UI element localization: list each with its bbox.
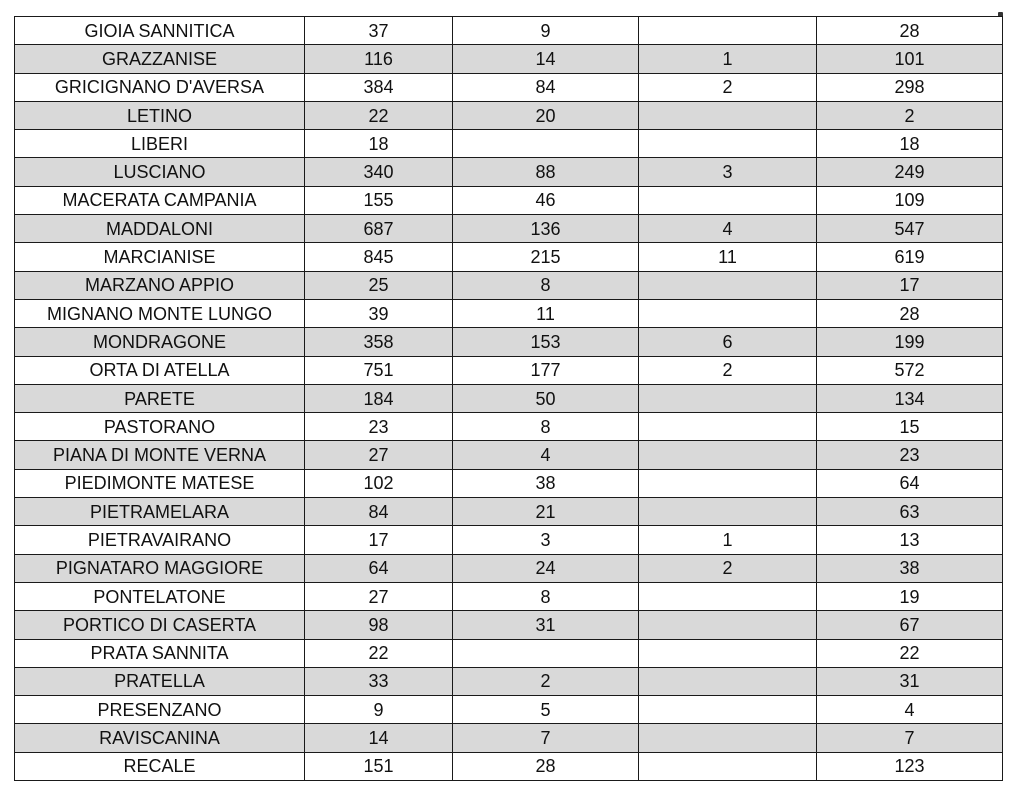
value-cell-1: 155 <box>305 186 453 214</box>
value-cell-3 <box>639 101 817 129</box>
table-row <box>15 271 1003 299</box>
table-row <box>15 158 1003 186</box>
value-cell-4: 17 <box>817 271 1003 299</box>
value-cell-4: 23 <box>817 441 1003 469</box>
table-row <box>15 639 1003 667</box>
data-table <box>14 16 1003 781</box>
municipality-cell: RAVISCANINA <box>15 724 305 752</box>
value-cell-2: 14 <box>453 45 639 73</box>
municipality-cell: PIETRAVAIRANO <box>15 526 305 554</box>
table-row <box>15 526 1003 554</box>
municipality-cell: LIBERI <box>15 130 305 158</box>
table-row <box>15 73 1003 101</box>
value-cell-1: 27 <box>305 441 453 469</box>
value-cell-4: 31 <box>817 667 1003 695</box>
municipality-cell: LETINO <box>15 101 305 129</box>
table-row <box>15 215 1003 243</box>
value-cell-4: 15 <box>817 413 1003 441</box>
value-cell-4: 249 <box>817 158 1003 186</box>
value-cell-1: 27 <box>305 582 453 610</box>
value-cell-4: 13 <box>817 526 1003 554</box>
value-cell-1: 33 <box>305 667 453 695</box>
value-cell-4: 28 <box>817 299 1003 327</box>
value-cell-1: 184 <box>305 384 453 412</box>
value-cell-2: 136 <box>453 215 639 243</box>
value-cell-4: 572 <box>817 356 1003 384</box>
value-cell-2: 38 <box>453 469 639 497</box>
value-cell-4: 4 <box>817 696 1003 724</box>
value-cell-3 <box>639 186 817 214</box>
value-cell-1: 17 <box>305 526 453 554</box>
municipality-cell: MADDALONI <box>15 215 305 243</box>
value-cell-2: 3 <box>453 526 639 554</box>
value-cell-1: 18 <box>305 130 453 158</box>
value-cell-1: 98 <box>305 611 453 639</box>
value-cell-1: 23 <box>305 413 453 441</box>
municipality-cell: PONTELATONE <box>15 582 305 610</box>
value-cell-4: 109 <box>817 186 1003 214</box>
value-cell-3 <box>639 752 817 780</box>
municipality-cell: PIEDIMONTE MATESE <box>15 469 305 497</box>
value-cell-2: 8 <box>453 413 639 441</box>
value-cell-3 <box>639 696 817 724</box>
value-cell-1: 64 <box>305 554 453 582</box>
value-cell-3: 4 <box>639 215 817 243</box>
value-cell-4: 619 <box>817 243 1003 271</box>
table-row <box>15 498 1003 526</box>
value-cell-2: 84 <box>453 73 639 101</box>
value-cell-1: 22 <box>305 101 453 129</box>
value-cell-3: 1 <box>639 45 817 73</box>
table-body <box>15 17 1003 781</box>
value-cell-3: 2 <box>639 356 817 384</box>
value-cell-2: 153 <box>453 328 639 356</box>
value-cell-4: 67 <box>817 611 1003 639</box>
value-cell-1: 14 <box>305 724 453 752</box>
value-cell-3 <box>639 130 817 158</box>
value-cell-2: 50 <box>453 384 639 412</box>
value-cell-1: 84 <box>305 498 453 526</box>
value-cell-2: 5 <box>453 696 639 724</box>
municipality-cell: MIGNANO MONTE LUNGO <box>15 299 305 327</box>
value-cell-4: 38 <box>817 554 1003 582</box>
table-row <box>15 45 1003 73</box>
value-cell-1: 151 <box>305 752 453 780</box>
table-row <box>15 328 1003 356</box>
value-cell-3 <box>639 724 817 752</box>
municipality-cell: PRESENZANO <box>15 696 305 724</box>
table-row <box>15 17 1003 45</box>
value-cell-4: 64 <box>817 469 1003 497</box>
value-cell-3 <box>639 271 817 299</box>
value-cell-4: 101 <box>817 45 1003 73</box>
value-cell-3 <box>639 299 817 327</box>
table-row <box>15 441 1003 469</box>
table-row <box>15 413 1003 441</box>
municipality-cell: PORTICO DI CASERTA <box>15 611 305 639</box>
municipality-cell: GIOIA SANNITICA <box>15 17 305 45</box>
value-cell-2: 28 <box>453 752 639 780</box>
value-cell-1: 102 <box>305 469 453 497</box>
value-cell-2: 20 <box>453 101 639 129</box>
value-cell-3 <box>639 498 817 526</box>
table-row <box>15 724 1003 752</box>
value-cell-4: 28 <box>817 17 1003 45</box>
value-cell-1: 687 <box>305 215 453 243</box>
value-cell-1: 340 <box>305 158 453 186</box>
table-row <box>15 667 1003 695</box>
value-cell-3: 2 <box>639 73 817 101</box>
table-row <box>15 299 1003 327</box>
value-cell-2: 31 <box>453 611 639 639</box>
municipality-cell: PIANA DI MONTE VERNA <box>15 441 305 469</box>
value-cell-1: 845 <box>305 243 453 271</box>
value-cell-4: 123 <box>817 752 1003 780</box>
value-cell-2: 177 <box>453 356 639 384</box>
value-cell-2 <box>453 639 639 667</box>
value-cell-2: 21 <box>453 498 639 526</box>
table-row <box>15 130 1003 158</box>
municipality-cell: GRICIGNANO D'AVERSA <box>15 73 305 101</box>
value-cell-1: 384 <box>305 73 453 101</box>
value-cell-3 <box>639 611 817 639</box>
value-cell-3 <box>639 441 817 469</box>
value-cell-2: 8 <box>453 582 639 610</box>
municipality-cell: LUSCIANO <box>15 158 305 186</box>
value-cell-1: 751 <box>305 356 453 384</box>
value-cell-3 <box>639 582 817 610</box>
value-cell-4: 2 <box>817 101 1003 129</box>
value-cell-2: 24 <box>453 554 639 582</box>
table-row <box>15 611 1003 639</box>
value-cell-3 <box>639 667 817 695</box>
data-table-container <box>14 16 1002 781</box>
table-row <box>15 554 1003 582</box>
municipality-cell: MARCIANISE <box>15 243 305 271</box>
value-cell-1: 25 <box>305 271 453 299</box>
value-cell-2: 9 <box>453 17 639 45</box>
value-cell-3 <box>639 17 817 45</box>
municipality-cell: MONDRAGONE <box>15 328 305 356</box>
table-row <box>15 752 1003 780</box>
table-row <box>15 469 1003 497</box>
municipality-cell: ORTA DI ATELLA <box>15 356 305 384</box>
value-cell-4: 134 <box>817 384 1003 412</box>
municipality-cell: PARETE <box>15 384 305 412</box>
value-cell-2: 11 <box>453 299 639 327</box>
municipality-cell: RECALE <box>15 752 305 780</box>
value-cell-2: 88 <box>453 158 639 186</box>
municipality-cell: PRATELLA <box>15 667 305 695</box>
table-row <box>15 101 1003 129</box>
value-cell-3 <box>639 639 817 667</box>
value-cell-1: 9 <box>305 696 453 724</box>
municipality-cell: MARZANO APPIO <box>15 271 305 299</box>
value-cell-4: 22 <box>817 639 1003 667</box>
municipality-cell: PRATA SANNITA <box>15 639 305 667</box>
value-cell-2: 4 <box>453 441 639 469</box>
value-cell-1: 39 <box>305 299 453 327</box>
value-cell-1: 358 <box>305 328 453 356</box>
value-cell-4: 18 <box>817 130 1003 158</box>
table-row <box>15 243 1003 271</box>
value-cell-1: 116 <box>305 45 453 73</box>
value-cell-4: 19 <box>817 582 1003 610</box>
value-cell-3: 3 <box>639 158 817 186</box>
municipality-cell: PASTORANO <box>15 413 305 441</box>
value-cell-3: 11 <box>639 243 817 271</box>
value-cell-2 <box>453 130 639 158</box>
value-cell-3: 6 <box>639 328 817 356</box>
value-cell-1: 22 <box>305 639 453 667</box>
value-cell-4: 547 <box>817 215 1003 243</box>
value-cell-3 <box>639 413 817 441</box>
value-cell-3: 2 <box>639 554 817 582</box>
municipality-cell: GRAZZANISE <box>15 45 305 73</box>
table-row <box>15 356 1003 384</box>
municipality-cell: MACERATA CAMPANIA <box>15 186 305 214</box>
value-cell-2: 46 <box>453 186 639 214</box>
value-cell-4: 298 <box>817 73 1003 101</box>
municipality-cell: PIETRAMELARA <box>15 498 305 526</box>
value-cell-4: 7 <box>817 724 1003 752</box>
table-row <box>15 384 1003 412</box>
value-cell-3 <box>639 384 817 412</box>
table-row <box>15 696 1003 724</box>
value-cell-2: 8 <box>453 271 639 299</box>
table-row <box>15 186 1003 214</box>
value-cell-1: 37 <box>305 17 453 45</box>
table-row <box>15 582 1003 610</box>
value-cell-3: 1 <box>639 526 817 554</box>
value-cell-3 <box>639 469 817 497</box>
value-cell-4: 63 <box>817 498 1003 526</box>
value-cell-2: 7 <box>453 724 639 752</box>
municipality-cell: PIGNATARO MAGGIORE <box>15 554 305 582</box>
value-cell-2: 2 <box>453 667 639 695</box>
value-cell-4: 199 <box>817 328 1003 356</box>
value-cell-2: 215 <box>453 243 639 271</box>
